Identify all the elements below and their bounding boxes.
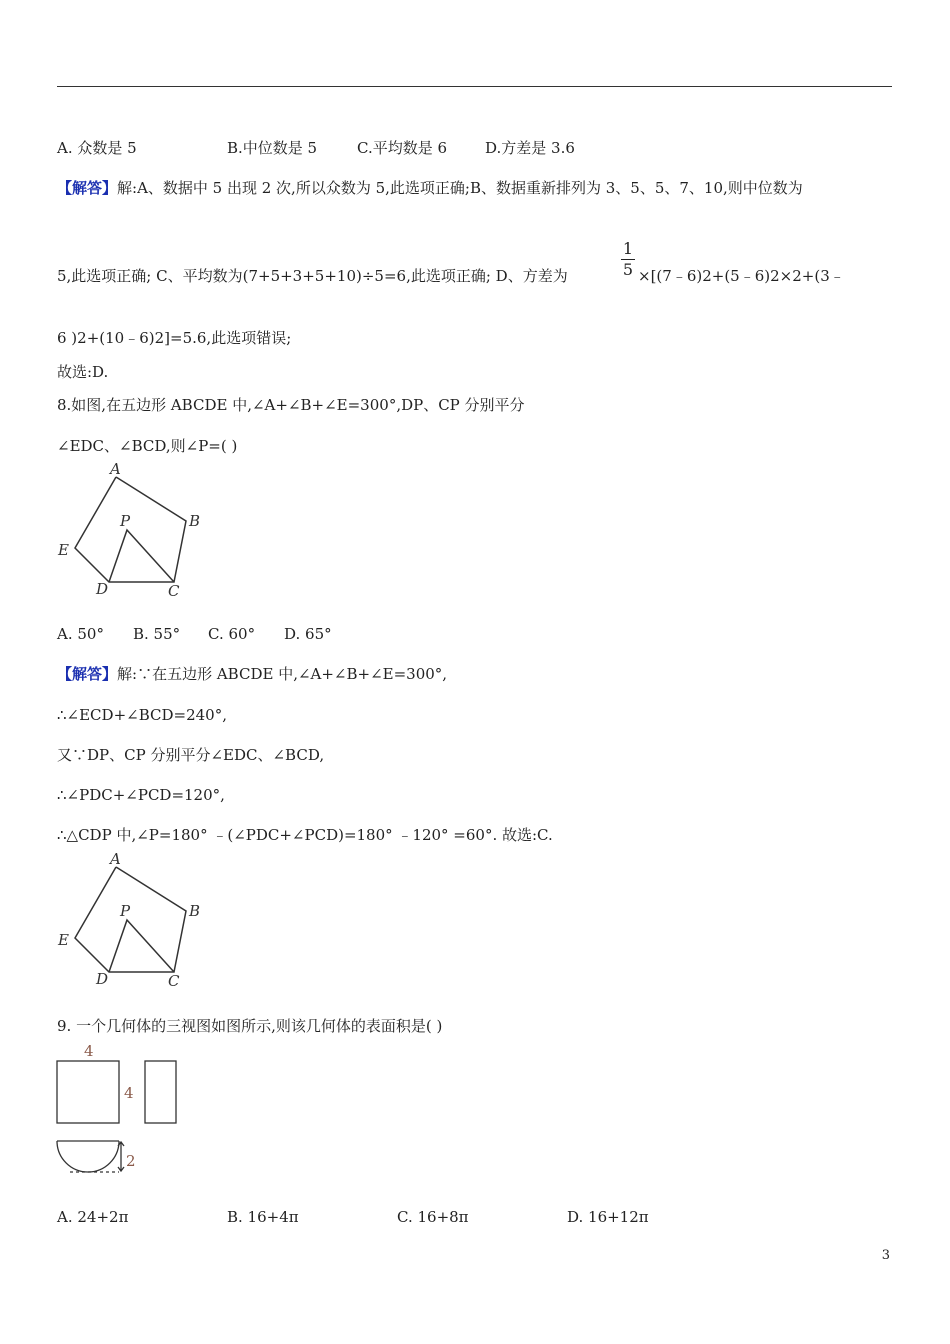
q7-answer-line-4: 故选:D. <box>57 363 109 381</box>
q8-question-line-2: ∠EDC、∠BCD,则∠P=( ) <box>57 437 238 455</box>
page-number: 3 <box>881 1248 890 1263</box>
q7-option-d: D.方差是 3.6 <box>485 139 575 157</box>
q8-option-d: D. 65° <box>284 625 332 643</box>
q7-fraction-denominator: 5 <box>622 260 634 279</box>
q9-option-c: C. 16+8π <box>397 1208 469 1226</box>
q7-fraction-numerator: 1 <box>622 239 634 258</box>
q7-answer-text-1: 解:A、数据中 5 出现 2 次,所以众数为 5,此选项正确;B、数据重新排列为 3、5、5、7、10,则中位数为 <box>117 179 803 197</box>
dim-label-side: 4 <box>124 1084 134 1102</box>
q9-option-d: D. 16+12π <box>567 1208 649 1226</box>
q9-option-b: B. 16+4π <box>227 1208 299 1226</box>
front-view <box>57 1061 119 1123</box>
label-a: A <box>110 460 121 478</box>
q7-option-b: B.中位数是 5 <box>227 139 318 157</box>
q8-answer-text-1: 解:∵在五边形 ABCDE 中,∠A+∠B+∠E=300°, <box>117 665 448 683</box>
q7-answer-tag: 【解答】 <box>57 179 118 197</box>
dim-label-bottom: 2 <box>126 1152 136 1170</box>
dim-label-top: 4 <box>84 1042 94 1060</box>
label-p-2: P <box>120 902 131 920</box>
q7-answer-text-2b: ×[(7﹣6)2+(5﹣6)2×2+(3﹣ <box>638 267 845 285</box>
q9-option-a: A. 24+2π <box>57 1208 129 1226</box>
q7-option-a: A. 众数是 5 <box>57 139 137 157</box>
top-view-semicircle <box>57 1141 119 1172</box>
label-e-2: E <box>58 931 69 949</box>
q7-answer-text-2a: 5,此选项正确; C、平均数为(7+5+3+5+10)÷5=6,此选项正确; D、方差为 <box>57 267 568 285</box>
q8-question-line-1: 8.如图,在五边形 ABCDE 中,∠A+∠B+∠E=300°,DP、CP 分别平分 <box>57 396 525 414</box>
q8-answer-line-4: ∴∠PDC+∠PCD=120°, <box>57 786 225 804</box>
label-d-2: D <box>96 970 109 988</box>
label-d: D <box>96 580 109 598</box>
q8-answer-line-5: ∴△CDP 中,∠P=180° ﹣(∠PDC+∠PCD)=180° ﹣120° =60°. 故选:C. <box>57 826 553 844</box>
label-c: C <box>168 582 180 600</box>
label-b: B <box>189 512 201 530</box>
side-view <box>145 1061 176 1123</box>
q8-answer-tag: 【解答】 <box>57 665 118 683</box>
q8-option-b: B. 55° <box>133 625 181 643</box>
label-e: E <box>58 541 69 559</box>
q8-answer-line-2: ∴∠ECD+∠BCD=240°, <box>57 706 227 724</box>
q7-option-c: C.平均数是 6 <box>357 139 448 157</box>
q7-answer-line-3: 6 )2+(10﹣6)2]=5.6,此选项错误; <box>57 329 292 347</box>
q8-option-a: A. 50° <box>57 625 104 643</box>
label-a-2: A <box>110 850 121 868</box>
q9-question: 9. 一个几何体的三视图如图所示,则该几何体的表面积是( ) <box>57 1017 443 1035</box>
label-b-2: B <box>189 902 201 920</box>
label-c-2: C <box>168 972 180 990</box>
q8-answer-line-3: 又∵DP、CP 分别平分∠EDC、∠BCD, <box>57 746 325 764</box>
label-p: P <box>120 512 131 530</box>
q8-option-c: C. 60° <box>208 625 256 643</box>
